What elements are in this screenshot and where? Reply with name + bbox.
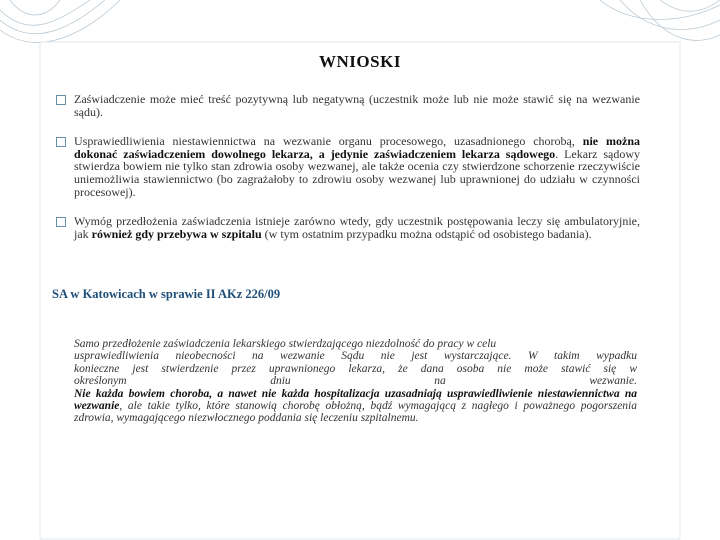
- square-bullet-icon: [56, 95, 66, 105]
- bullet-item: [56, 215, 640, 240]
- bullet-text: [74, 93, 640, 118]
- quote-line: określonym dniu na wezwanie.: [74, 375, 637, 388]
- square-bullet-icon: [56, 137, 66, 147]
- quote-rest: , ale takie tylko, które stanowią chorobę obłożną, bądź wymagającą z nagłego i poważnego pogorszenia zdrowia, wymagającego niezwłocznego poddania się leczeniu szpitalnemu.: [74, 400, 637, 425]
- corner-swirl-top-left: [0, 0, 120, 42]
- bullet-text-plain: (w tym ostatnim przypadku można odstąpić od osobistego badania).: [261, 226, 592, 241]
- bullet-item: [56, 135, 640, 198]
- corner-swirl-top-right: [600, 0, 720, 40]
- quote-line: Samo przedłożenie zaświadczenia lekarskiego stwierdzającego niezdolność do pracy w celu: [74, 338, 497, 350]
- bullet-item: [56, 93, 640, 118]
- slide-title: WNIOSKI: [319, 52, 401, 71]
- bullet-text: [74, 135, 640, 198]
- bullet-text-plain: Usprawiedliwienia niestawiennictwa na wezwanie organu procesowego, uzasadnionego chorobą,: [74, 134, 583, 149]
- square-bullet-icon: [56, 217, 66, 227]
- court-quote: [74, 338, 637, 425]
- court-reference: SA w Katowicach w sprawie II AKz 226/09: [52, 287, 281, 301]
- bullet-list: [56, 93, 640, 257]
- bullet-text-plain: Zaświadczenie może mieć treść pozytywną lub negatywną (uczestnik może lub nie może stawić się na wezwanie sądu).: [74, 92, 640, 119]
- bullet-text-plain: Wymóg przedłożenia zaświadczenia istnieje zarówno wtedy, gdy uczestnik postępowania leczy się ambulatoryjnie, jak: [74, 214, 640, 241]
- quote-line: konieczne jest stwierdzenie przez uprawnionego lekarza, że dana osoba nie może stawić się w: [74, 362, 637, 375]
- quote-line: usprawiedliwienia nieobecności na wezwanie Sądu nie jest wystarczające. W takim wypadku: [74, 350, 637, 363]
- bullet-text-emphasis: również gdy przebywa w szpitalu: [91, 226, 262, 241]
- quote-paragraph: [74, 388, 637, 425]
- quote-emphasis: Nie każda bowiem choroba, a nawet nie każda hospitalizacja uzasadniają usprawiedliwienie niestawiennictwa na wezwanie: [74, 387, 637, 413]
- bullet-text: [74, 215, 640, 240]
- bullet-text-plain: . Lekarz sądowy stwierdza bowiem nie tylko stan zdrowia osoby wezwanej, ale także ocenia czy stwierdzone schorzenie rzeczywiście uniemożliwia stawiennictwo (bo zagrażałoby to zdrowiu osoby wezwanej lub uprawnionej do udziału w czynności procesowej).: [74, 146, 641, 199]
- bullet-text-emphasis: nie można dokonać zaświadczeniem dowolnego lekarza, a jedynie zaświadczeniem lekarza sądowego: [74, 134, 640, 161]
